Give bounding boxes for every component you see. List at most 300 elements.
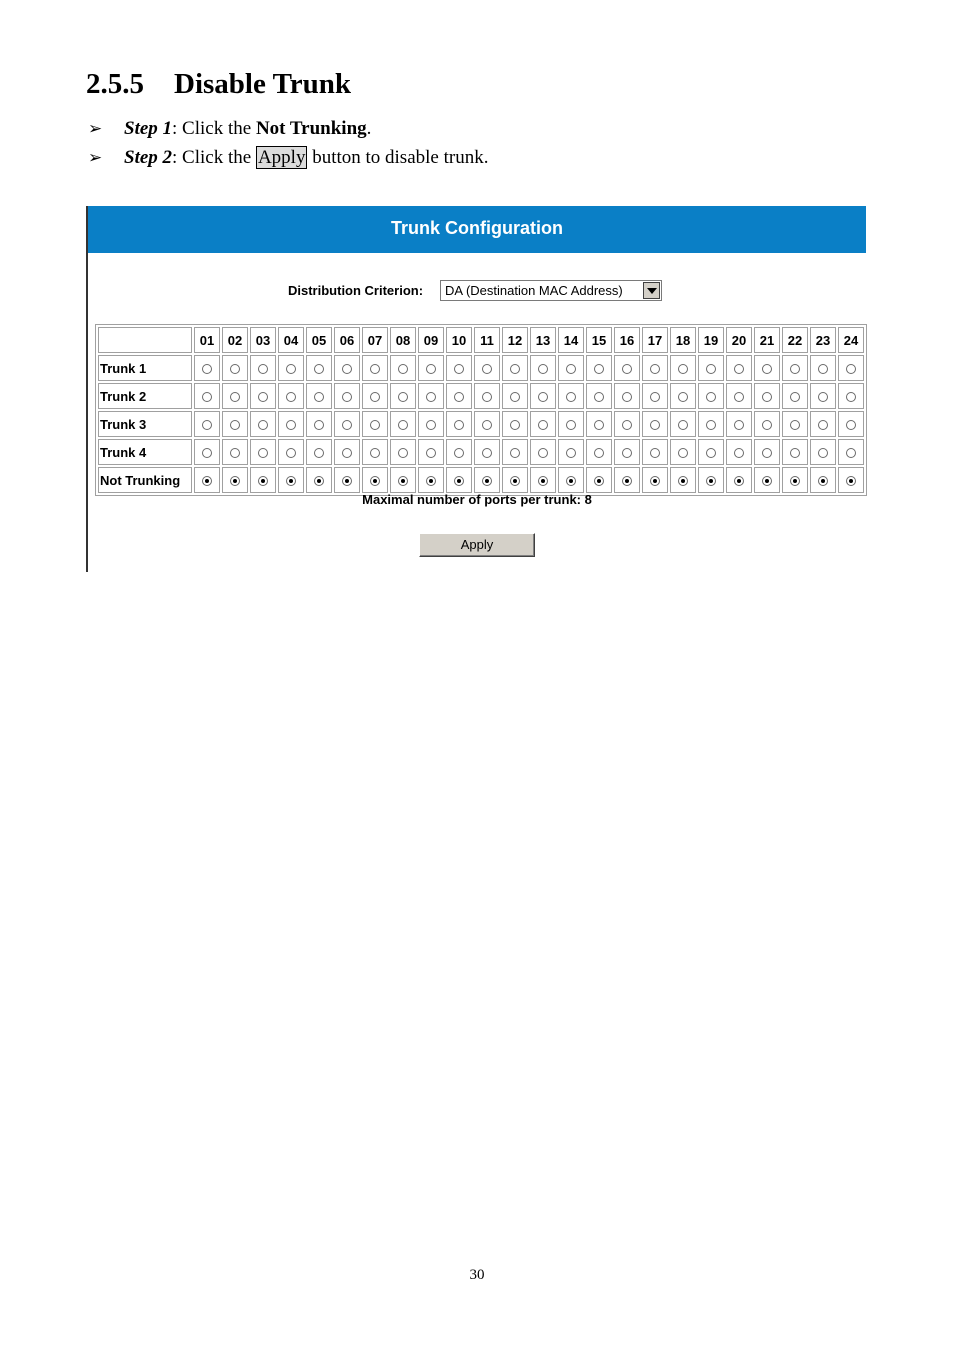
- radio-cell: [446, 467, 472, 493]
- port-radio-11[interactable]: [482, 420, 492, 430]
- radio-cell: [782, 467, 808, 493]
- port-radio-03[interactable]: [258, 392, 268, 402]
- radio-cell: [418, 411, 444, 437]
- port-radio-04[interactable]: [286, 476, 296, 486]
- port-radio-07[interactable]: [370, 364, 380, 374]
- radio-cell: [446, 411, 472, 437]
- port-radio-12[interactable]: [510, 392, 520, 402]
- step-label: Step 2: [124, 147, 173, 168]
- panel-title: Trunk Configuration: [88, 206, 866, 253]
- radio-cell: [362, 467, 388, 493]
- radio-cell: [390, 411, 416, 437]
- radio-cell: [586, 355, 612, 381]
- port-header-21: 21: [754, 327, 780, 353]
- row-label: Trunk 1: [98, 355, 192, 381]
- radio-cell: [474, 383, 500, 409]
- port-header-08: 08: [390, 327, 416, 353]
- radio-cell: [222, 411, 248, 437]
- radio-cell: [670, 467, 696, 493]
- radio-cell: [782, 411, 808, 437]
- port-radio-13[interactable]: [538, 392, 548, 402]
- radio-cell: [362, 383, 388, 409]
- radio-cell: [306, 439, 332, 465]
- port-radio-07[interactable]: [370, 476, 380, 486]
- radio-cell: [698, 439, 724, 465]
- port-header-15: 15: [586, 327, 612, 353]
- table-row: [98, 411, 864, 437]
- port-header-22: 22: [782, 327, 808, 353]
- port-header-02: 02: [222, 327, 248, 353]
- port-radio-21[interactable]: [762, 420, 772, 430]
- radio-cell: [530, 355, 556, 381]
- port-radio-03[interactable]: [258, 448, 268, 458]
- radio-cell: [754, 467, 780, 493]
- radio-cell: [698, 355, 724, 381]
- port-radio-05[interactable]: [314, 476, 324, 486]
- radio-cell: [222, 383, 248, 409]
- port-radio-01[interactable]: [202, 420, 212, 430]
- radio-cell: [754, 355, 780, 381]
- criterion-value: DA (Destination MAC Address): [445, 283, 623, 298]
- radio-cell: [810, 355, 836, 381]
- radio-cell: [586, 411, 612, 437]
- port-radio-13[interactable]: [538, 420, 548, 430]
- radio-cell: [530, 383, 556, 409]
- port-header-07: 07: [362, 327, 388, 353]
- radio-cell: [838, 355, 864, 381]
- port-radio-22[interactable]: [790, 420, 800, 430]
- max-ports-note: Maximal number of ports per trunk: 8: [362, 492, 592, 507]
- port-radio-11[interactable]: [482, 476, 492, 486]
- port-radio-22[interactable]: [790, 476, 800, 486]
- port-radio-16[interactable]: [622, 392, 632, 402]
- table-row: [98, 439, 864, 465]
- radio-cell: [838, 467, 864, 493]
- radio-cell: [754, 411, 780, 437]
- port-radio-01[interactable]: [202, 392, 212, 402]
- radio-cell: [614, 439, 640, 465]
- step-text: : Click the: [172, 147, 256, 168]
- radio-cell: [642, 411, 668, 437]
- radio-cell: [698, 383, 724, 409]
- radio-cell: [670, 383, 696, 409]
- port-radio-24[interactable]: [846, 364, 856, 374]
- port-radio-09[interactable]: [426, 392, 436, 402]
- radio-cell: [278, 467, 304, 493]
- radio-cell: [278, 383, 304, 409]
- port-radio-03[interactable]: [258, 476, 268, 486]
- port-radio-15[interactable]: [594, 392, 604, 402]
- port-radio-11[interactable]: [482, 448, 492, 458]
- radio-cell: [390, 439, 416, 465]
- arrow-bullet-icon: ➢: [88, 119, 103, 138]
- radio-cell: [446, 383, 472, 409]
- radio-cell: [334, 439, 360, 465]
- port-radio-06[interactable]: [342, 420, 352, 430]
- header-row: [98, 327, 864, 353]
- radio-cell: [698, 411, 724, 437]
- radio-cell: [782, 383, 808, 409]
- port-radio-16[interactable]: [622, 476, 632, 486]
- port-radio-13[interactable]: [538, 448, 548, 458]
- radio-cell: [250, 355, 276, 381]
- radio-cell: [586, 439, 612, 465]
- port-radio-03[interactable]: [258, 420, 268, 430]
- radio-cell: [418, 467, 444, 493]
- port-radio-17[interactable]: [650, 392, 660, 402]
- port-radio-04[interactable]: [286, 448, 296, 458]
- port-radio-07[interactable]: [370, 448, 380, 458]
- radio-cell: [222, 355, 248, 381]
- radio-cell: [670, 355, 696, 381]
- port-header-04: 04: [278, 327, 304, 353]
- port-header-09: 09: [418, 327, 444, 353]
- port-radio-24[interactable]: [846, 392, 856, 402]
- port-radio-15[interactable]: [594, 364, 604, 374]
- port-radio-07[interactable]: [370, 420, 380, 430]
- port-radio-23[interactable]: [818, 420, 828, 430]
- port-radio-18[interactable]: [678, 364, 688, 374]
- port-radio-21[interactable]: [762, 364, 772, 374]
- radio-cell: [726, 467, 752, 493]
- radio-cell: [502, 355, 528, 381]
- radio-cell: [726, 355, 752, 381]
- apply-button[interactable]: Apply: [419, 533, 535, 557]
- radio-cell: [726, 439, 752, 465]
- port-radio-10[interactable]: [454, 476, 464, 486]
- port-radio-17[interactable]: [650, 448, 660, 458]
- port-radio-01[interactable]: [202, 476, 212, 486]
- radio-cell: [642, 383, 668, 409]
- port-header-11: 11: [474, 327, 500, 353]
- port-radio-18[interactable]: [678, 392, 688, 402]
- distribution-criterion-select[interactable]: [440, 280, 662, 301]
- port-radio-14[interactable]: [566, 476, 576, 486]
- port-radio-01[interactable]: [202, 364, 212, 374]
- port-radio-17[interactable]: [650, 364, 660, 374]
- port-header-05: 05: [306, 327, 332, 353]
- port-radio-14[interactable]: [566, 392, 576, 402]
- port-radio-24[interactable]: [846, 420, 856, 430]
- port-radio-19[interactable]: [706, 392, 716, 402]
- port-header-19: 19: [698, 327, 724, 353]
- port-radio-21[interactable]: [762, 476, 772, 486]
- radio-cell: [838, 383, 864, 409]
- port-radio-01[interactable]: [202, 448, 212, 458]
- radio-cell: [810, 383, 836, 409]
- radio-cell: [278, 411, 304, 437]
- port-radio-23[interactable]: [818, 364, 828, 374]
- radio-cell: [194, 411, 220, 437]
- radio-cell: [754, 383, 780, 409]
- port-radio-21[interactable]: [762, 392, 772, 402]
- port-radio-05[interactable]: [314, 420, 324, 430]
- radio-cell: [502, 467, 528, 493]
- port-radio-08[interactable]: [398, 476, 408, 486]
- radio-cell: [530, 439, 556, 465]
- port-radio-15[interactable]: [594, 420, 604, 430]
- radio-cell: [558, 355, 584, 381]
- radio-cell: [390, 355, 416, 381]
- port-header-23: 23: [810, 327, 836, 353]
- step-text: : Click the: [172, 118, 256, 139]
- radio-cell: [586, 467, 612, 493]
- radio-cell: [838, 411, 864, 437]
- step-1: [88, 118, 371, 140]
- table-row: [98, 383, 864, 409]
- port-radio-17[interactable]: [650, 476, 660, 486]
- radio-cell: [614, 355, 640, 381]
- radio-cell: [642, 467, 668, 493]
- radio-cell: [502, 383, 528, 409]
- port-header-03: 03: [250, 327, 276, 353]
- port-radio-16[interactable]: [622, 448, 632, 458]
- port-radio-08[interactable]: [398, 392, 408, 402]
- radio-cell: [418, 383, 444, 409]
- row-label: Trunk 4: [98, 439, 192, 465]
- radio-cell: [558, 383, 584, 409]
- port-radio-20[interactable]: [734, 364, 744, 374]
- step-label: Step 1: [124, 118, 173, 139]
- radio-cell: [362, 411, 388, 437]
- radio-cell: [502, 411, 528, 437]
- port-radio-20[interactable]: [734, 392, 744, 402]
- port-radio-02[interactable]: [230, 420, 240, 430]
- radio-cell: [614, 411, 640, 437]
- radio-cell: [670, 439, 696, 465]
- radio-cell: [530, 411, 556, 437]
- port-radio-23[interactable]: [818, 448, 828, 458]
- port-radio-06[interactable]: [342, 364, 352, 374]
- radio-cell: [810, 467, 836, 493]
- page-number: 30: [469, 1267, 485, 1283]
- port-radio-18[interactable]: [678, 420, 688, 430]
- port-radio-09[interactable]: [426, 448, 436, 458]
- corner-cell: [98, 327, 192, 353]
- port-radio-08[interactable]: [398, 420, 408, 430]
- port-radio-10[interactable]: [454, 364, 464, 374]
- radio-cell: [614, 467, 640, 493]
- radio-cell: [810, 439, 836, 465]
- criterion-label: Distribution Criterion:: [288, 283, 424, 298]
- port-radio-22[interactable]: [790, 364, 800, 374]
- arrow-bullet-icon: ➢: [88, 148, 103, 167]
- port-radio-04[interactable]: [286, 392, 296, 402]
- radio-cell: [670, 411, 696, 437]
- radio-cell: [194, 383, 220, 409]
- radio-cell: [586, 383, 612, 409]
- radio-cell: [782, 355, 808, 381]
- radio-cell: [698, 467, 724, 493]
- port-radio-14[interactable]: [566, 420, 576, 430]
- row-label: Trunk 3: [98, 411, 192, 437]
- port-header-13: 13: [530, 327, 556, 353]
- port-radio-16[interactable]: [622, 364, 632, 374]
- port-radio-09[interactable]: [426, 420, 436, 430]
- port-radio-13[interactable]: [538, 476, 548, 486]
- port-radio-08[interactable]: [398, 364, 408, 374]
- port-radio-15[interactable]: [594, 476, 604, 486]
- port-radio-19[interactable]: [706, 448, 716, 458]
- port-radio-16[interactable]: [622, 420, 632, 430]
- radio-cell: [810, 411, 836, 437]
- port-radio-20[interactable]: [734, 448, 744, 458]
- port-header-16: 16: [614, 327, 640, 353]
- radio-cell: [306, 411, 332, 437]
- port-radio-02[interactable]: [230, 448, 240, 458]
- port-radio-11[interactable]: [482, 392, 492, 402]
- port-radio-10[interactable]: [454, 448, 464, 458]
- port-radio-23[interactable]: [818, 392, 828, 402]
- table-row: [98, 355, 864, 381]
- port-radio-12[interactable]: [510, 364, 520, 374]
- port-radio-02[interactable]: [230, 364, 240, 374]
- port-header-01: 01: [194, 327, 220, 353]
- port-radio-12[interactable]: [510, 476, 520, 486]
- radio-cell: [418, 355, 444, 381]
- radio-cell: [446, 439, 472, 465]
- port-header-24: 24: [838, 327, 864, 353]
- port-radio-02[interactable]: [230, 392, 240, 402]
- port-radio-10[interactable]: [454, 420, 464, 430]
- radio-cell: [446, 355, 472, 381]
- port-header-12: 12: [502, 327, 528, 353]
- radio-cell: [306, 383, 332, 409]
- radio-cell: [474, 439, 500, 465]
- port-radio-12[interactable]: [510, 448, 520, 458]
- port-radio-17[interactable]: [650, 420, 660, 430]
- port-radio-18[interactable]: [678, 476, 688, 486]
- port-header-17: 17: [642, 327, 668, 353]
- port-radio-04[interactable]: [286, 420, 296, 430]
- radio-cell: [278, 439, 304, 465]
- radio-cell: [250, 467, 276, 493]
- radio-cell: [222, 467, 248, 493]
- step-emphasis: Not Trunking: [255, 118, 367, 139]
- port-radio-06[interactable]: [342, 448, 352, 458]
- radio-cell: [838, 439, 864, 465]
- port-radio-20[interactable]: [734, 420, 744, 430]
- port-header-20: 20: [726, 327, 752, 353]
- port-header-14: 14: [558, 327, 584, 353]
- port-radio-24[interactable]: [846, 476, 856, 486]
- radio-cell: [418, 439, 444, 465]
- radio-cell: [194, 439, 220, 465]
- port-radio-05[interactable]: [314, 364, 324, 374]
- port-header-18: 18: [670, 327, 696, 353]
- port-radio-19[interactable]: [706, 420, 716, 430]
- port-radio-05[interactable]: [314, 392, 324, 402]
- port-radio-09[interactable]: [426, 364, 436, 374]
- radio-cell: [362, 439, 388, 465]
- row-label: Trunk 2: [98, 383, 192, 409]
- radio-cell: [642, 355, 668, 381]
- radio-cell: [558, 439, 584, 465]
- radio-cell: [306, 355, 332, 381]
- port-radio-06[interactable]: [342, 392, 352, 402]
- apply-button-reference: Apply: [257, 147, 306, 168]
- port-radio-08[interactable]: [398, 448, 408, 458]
- radio-cell: [558, 467, 584, 493]
- radio-cell: [390, 383, 416, 409]
- radio-cell: [306, 467, 332, 493]
- port-radio-02[interactable]: [230, 476, 240, 486]
- port-radio-07[interactable]: [370, 392, 380, 402]
- port-radio-20[interactable]: [734, 476, 744, 486]
- port-radio-24[interactable]: [846, 448, 856, 458]
- radio-cell: [642, 439, 668, 465]
- port-radio-19[interactable]: [706, 364, 716, 374]
- trunk-table: [95, 324, 867, 496]
- radio-cell: [194, 467, 220, 493]
- radio-cell: [334, 411, 360, 437]
- port-radio-14[interactable]: [566, 364, 576, 374]
- port-radio-11[interactable]: [482, 364, 492, 374]
- port-header-10: 10: [446, 327, 472, 353]
- section-number: 2.5.5: [86, 68, 144, 100]
- port-radio-12[interactable]: [510, 420, 520, 430]
- port-radio-13[interactable]: [538, 364, 548, 374]
- port-radio-22[interactable]: [790, 448, 800, 458]
- row-label: Not Trunking: [98, 467, 192, 493]
- table-row: [98, 467, 864, 493]
- port-radio-21[interactable]: [762, 448, 772, 458]
- section-heading: [86, 68, 351, 101]
- radio-cell: [474, 355, 500, 381]
- radio-cell: [558, 411, 584, 437]
- step-tail: .: [366, 118, 372, 139]
- radio-cell: [782, 439, 808, 465]
- radio-cell: [250, 411, 276, 437]
- radio-cell: [474, 411, 500, 437]
- radio-cell: [334, 355, 360, 381]
- radio-cell: [334, 467, 360, 493]
- port-radio-10[interactable]: [454, 392, 464, 402]
- port-radio-22[interactable]: [790, 392, 800, 402]
- radio-cell: [726, 383, 752, 409]
- radio-cell: [222, 439, 248, 465]
- radio-cell: [502, 439, 528, 465]
- step-tail: button to disable trunk.: [307, 147, 489, 168]
- port-radio-06[interactable]: [342, 476, 352, 486]
- radio-cell: [390, 467, 416, 493]
- radio-cell: [754, 439, 780, 465]
- radio-cell: [614, 383, 640, 409]
- port-radio-05[interactable]: [314, 448, 324, 458]
- radio-cell: [726, 411, 752, 437]
- section-title: Disable Trunk: [174, 68, 352, 100]
- radio-cell: [530, 467, 556, 493]
- radio-cell: [474, 467, 500, 493]
- port-radio-15[interactable]: [594, 448, 604, 458]
- radio-cell: [194, 355, 220, 381]
- port-radio-04[interactable]: [286, 364, 296, 374]
- step-2: [88, 147, 488, 169]
- radio-cell: [250, 383, 276, 409]
- radio-cell: [250, 439, 276, 465]
- radio-cell: [278, 355, 304, 381]
- port-radio-19[interactable]: [706, 476, 716, 486]
- port-radio-14[interactable]: [566, 448, 576, 458]
- port-radio-23[interactable]: [818, 476, 828, 486]
- chevron-down-icon[interactable]: [643, 282, 660, 299]
- panel-border: [86, 206, 88, 572]
- port-header-06: 06: [334, 327, 360, 353]
- port-radio-09[interactable]: [426, 476, 436, 486]
- port-radio-03[interactable]: [258, 364, 268, 374]
- radio-cell: [362, 355, 388, 381]
- port-radio-18[interactable]: [678, 448, 688, 458]
